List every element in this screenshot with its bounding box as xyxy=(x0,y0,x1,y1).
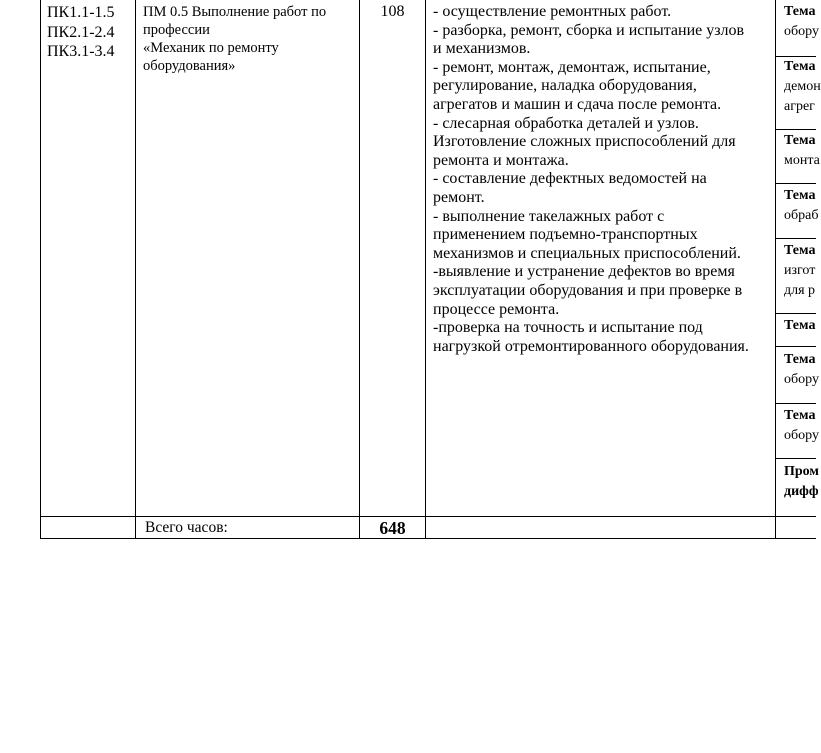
table-border-left xyxy=(40,0,41,539)
competency-code: ПК1.1-1.5 xyxy=(47,4,115,21)
topic-divider-5 xyxy=(775,313,816,314)
topic-3 xyxy=(784,131,820,171)
activity-line: - выполнение такелажных работ с xyxy=(433,207,665,225)
topic-divider-8 xyxy=(775,458,816,459)
total-hours-label: Всего часов: xyxy=(145,519,228,536)
topic-divider-4 xyxy=(775,238,816,239)
table-border-bottom xyxy=(40,538,816,539)
competency-code: ПК2.1-2.4 xyxy=(47,23,115,41)
activity-line: эксплуатации оборудования и при проверке в xyxy=(433,281,743,299)
module-name-line: ПМ 0.5 Выполнение работ по xyxy=(143,4,327,20)
topic-7 xyxy=(784,350,819,390)
activity-line: - ремонт, монтаж, демонтаж, испытание, xyxy=(433,58,711,76)
topic-heading: Пром xyxy=(784,464,819,479)
activity-line: применением подъемно-транспортных xyxy=(433,226,698,244)
topic-heading: Тема xyxy=(784,59,816,74)
activity-line: - составление дефектных ведомостей на xyxy=(433,170,707,188)
topic-heading: Тема xyxy=(784,243,816,258)
topic-heading: Тема xyxy=(784,408,816,423)
topic-text: обору xyxy=(784,428,819,443)
topic-heading: Тема xyxy=(784,133,816,148)
competency-code: ПК3.1-3.4 xyxy=(47,43,115,60)
topic-2 xyxy=(784,57,821,117)
activity-line: -проверка на точность и испытание под xyxy=(433,319,703,337)
topic-text: обору xyxy=(784,24,819,39)
activities-cell xyxy=(433,3,749,356)
activity-line: - слесарная обработка деталей и узлов. xyxy=(433,114,699,132)
activity-line: регулирование, наладка оборудования, xyxy=(433,77,697,95)
table-divider-2 xyxy=(359,0,360,539)
topic-divider-6 xyxy=(775,346,816,347)
topic-heading: Тема xyxy=(784,318,816,333)
activity-line: - осуществление ремонтных работ. xyxy=(433,3,672,20)
topic-divider-3 xyxy=(775,183,816,184)
topic-text: монта xyxy=(784,153,820,168)
topic-text: демон xyxy=(784,79,821,94)
topic-text: для р xyxy=(784,283,816,298)
topic-1 xyxy=(784,2,819,42)
topic-text: дифф xyxy=(784,484,819,499)
module-hours: 108 xyxy=(380,3,405,20)
topic-text: изгот xyxy=(784,263,816,278)
topic-9 xyxy=(784,462,819,502)
activity-line: ремонта и монтажа. xyxy=(433,151,569,169)
module-name-line: «Механик по ремонту xyxy=(143,40,279,56)
topic-divider-2 xyxy=(775,129,816,130)
table-divider-1 xyxy=(135,0,136,539)
activity-line: агрегатов и машин и сдача после ремонта. xyxy=(433,95,722,113)
topic-text: обору xyxy=(784,372,819,387)
topic-heading: Тема xyxy=(784,188,816,203)
activity-line: Изготовление сложных приспособлений для xyxy=(433,133,736,151)
module-cell xyxy=(143,3,326,75)
topic-heading: Тема xyxy=(784,352,816,367)
activity-line: ремонт. xyxy=(433,188,485,206)
activity-line: процессе ремонта. xyxy=(433,300,560,318)
activity-line: механизмов и специальных приспособлений. xyxy=(433,244,741,262)
topic-divider-7 xyxy=(775,403,816,404)
activity-line: -выявление и устранение дефектов во время xyxy=(433,263,735,281)
topic-6 xyxy=(784,316,815,336)
topic-8 xyxy=(784,406,819,446)
total-hours-value: 648 xyxy=(379,518,406,538)
table-divider-3 xyxy=(425,0,426,539)
module-name-line: оборудования» xyxy=(143,58,236,74)
activity-line: - разборка, ремонт, сборка и испытание узлов xyxy=(433,21,745,39)
activity-line: нагрузкой отремонтированного оборудования. xyxy=(433,337,749,355)
topic-5 xyxy=(784,241,815,301)
competency-cell xyxy=(47,3,115,62)
row-divider-total xyxy=(40,516,816,517)
module-name-line: профессии xyxy=(143,22,210,38)
activity-line: и механизмов. xyxy=(433,40,531,58)
topic-heading: Тема xyxy=(784,4,816,19)
topic-text: обраб xyxy=(784,208,819,223)
topic-4 xyxy=(784,186,818,226)
topic-text: агрег xyxy=(784,99,815,114)
